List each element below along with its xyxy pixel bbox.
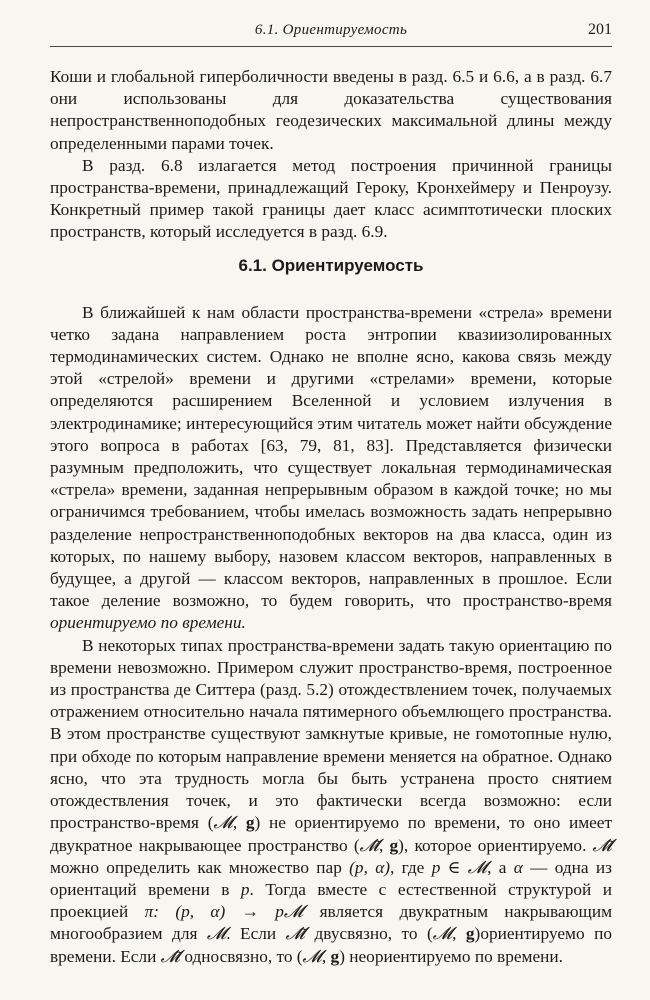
math-M-tilde: 𝓜̃ xyxy=(285,924,305,944)
p4-s14: неориентируемо по времени. xyxy=(349,946,563,966)
math-M: 𝓜 xyxy=(213,813,233,833)
page-body xyxy=(50,66,612,968)
paragraph-2: В разд. 6.8 излагается метод построения причинной границы пространства-времени, принадлежащий Героку, Кронхеймеру и Пенроузу. Конкретный пример такой границы дает класс асимптотически плоских пространств, который исследуется в разд. 6.9. xyxy=(50,155,612,242)
math-M: 𝓜 xyxy=(206,924,227,944)
math-p: p xyxy=(240,879,250,899)
math-M-tilde: 𝓜̃ xyxy=(592,835,612,855)
math-M-tilde: 𝓜̃ xyxy=(160,946,180,966)
p4-s2: не ориентируемо по времени, то оно имеет двукратное накрывающее пространство xyxy=(50,813,613,855)
p4-s11: двусвязно, то xyxy=(314,924,418,944)
paragraph-3 xyxy=(50,302,612,635)
math-g: g xyxy=(330,946,340,966)
paragraph-1: Коши и глобальной гиперболичности введены в разд. 6.5 и 6.6, а в разд. 6.7 они использованы для доказательства существования непространственноподобных геодезических максимальной длины между определенными парами точек. xyxy=(50,67,612,153)
math-p-in-M: p ∈ 𝓜 xyxy=(431,857,488,877)
running-head xyxy=(50,18,612,47)
p4-s8: . Тогда вместе с естественной структурой и проекцией xyxy=(50,879,613,922)
paragraph-4: В некоторых типах пространства-времени задать такую ориентацию по времени невозможно. Примером служит пространство-время, построенное из пространства де Ситтера (разд. 5.2) отождествлением точек, получаемых отражением относительно начала пятимерного объемлющего пространства. В этом пространстве существуют замкнутые кривые, не гомотопные нулю, при обходе по которым направление времени меняется на обратное. Однако ясно, что эта трудность могла бы быть устранена просто снятием отождествления точек, и это фактически всегда возможно: если пространство-время (𝓜, g) не ориентируемо по времени, то оно имеет двукратное накрывающее пространство (𝓜̃, g), которое ориентируемо. 𝓜̃ можно определить как множество пар (p, α), где p ∈ 𝓜, а α — одна из ориентаций времени в p. Тогда вместе с естественной структурой и проекцией π: (p, α) → p𝓜 является двукратным накрывающим многообразием для 𝓜. Если 𝓜̃ двусвязно, то (𝓜, g)ориентируемо по времени. Если 𝓜̃ односвязно, то (𝓜, g) неориентируемо по времени. xyxy=(50,635,613,966)
p4-s1: В некоторых типах пространства-времени задать такую ориентацию по времени невозможно. Примером служит пространство-время, построенное из пространства де Ситтера (разд. 5.2) отождествлением точек, получаемых отражением относительно начала пятимерного объемлющего пространства. В этом пространстве существуют замкнутые кривые, не гомотопные нулю, при обходе по которым направление времени меняется на обратное. Однако ясно, что эта трудность могла бы быть устранена просто снятием отождествления точек, и это фактически всегда возможно: если пространство-время xyxy=(50,635,612,833)
p4-s6: , а xyxy=(487,857,507,877)
p4-s13: односвязно, то xyxy=(184,946,293,966)
math-g: g xyxy=(245,813,255,833)
p4-s3: , которое ориентируемо. xyxy=(403,835,587,855)
math-pair: (p, α) xyxy=(349,857,391,877)
p4-s4: можно определить как множество пар xyxy=(50,857,342,877)
math-alpha: α xyxy=(513,857,523,877)
running-head-title: 6.1. Ориентируемость xyxy=(254,22,408,38)
paragraph-3-text: В ближайшей к нам области пространства-времени «стрела» времени четко задана направлением роста энтропии квазиизолированных термодинамических систем. Однако не вполне ясно, какова связь между этой «стрелой» времени и другими «стрелами» времени, которые определяются расширением Вселенной и условием излучения в электродинамике; интересующийся этим читатель может найти обсуждение этого вопроса в работах [63, 79, 81, 83]. Представляется физически разумным предположить, что существует локальная термодинамическая «стрела» времени, заданная непрерывным образом в каждой точке; но мы ограничимся требованием, чтобы имелась возможность задать непрерывно разделение непространственноподобных векторов на два класса, один из которых, по нашему выбору, назовем классом векторов, направленных в будущее, а другой — классом векторов, направленных в прошлое. Если такое деление возможно, то будем говорить, что пространство-время xyxy=(50,302,612,611)
section-heading: 6.1. Ориентируемость xyxy=(238,255,424,275)
math-M-tilde: 𝓜̃ xyxy=(359,835,379,855)
emphasis-time-orientable: ориентируемо по времени. xyxy=(50,613,246,633)
page-number: 201 xyxy=(588,21,612,38)
p4-s9: является двукратным накрывающим многообразием для xyxy=(50,902,612,944)
math-M: 𝓜 xyxy=(302,946,322,966)
math-M: 𝓜 xyxy=(432,924,453,944)
p4-s5: , где xyxy=(390,857,425,877)
math-g: g xyxy=(465,924,475,944)
math-g: g xyxy=(389,835,399,855)
math-projection: π: (p, α) → p𝓜 xyxy=(144,902,304,922)
p4-s10: . Если xyxy=(226,924,277,944)
p4-s12: ориентируемо по времени. Если xyxy=(50,924,612,966)
p4-s7: — одна из ориентаций времени в xyxy=(50,857,612,899)
